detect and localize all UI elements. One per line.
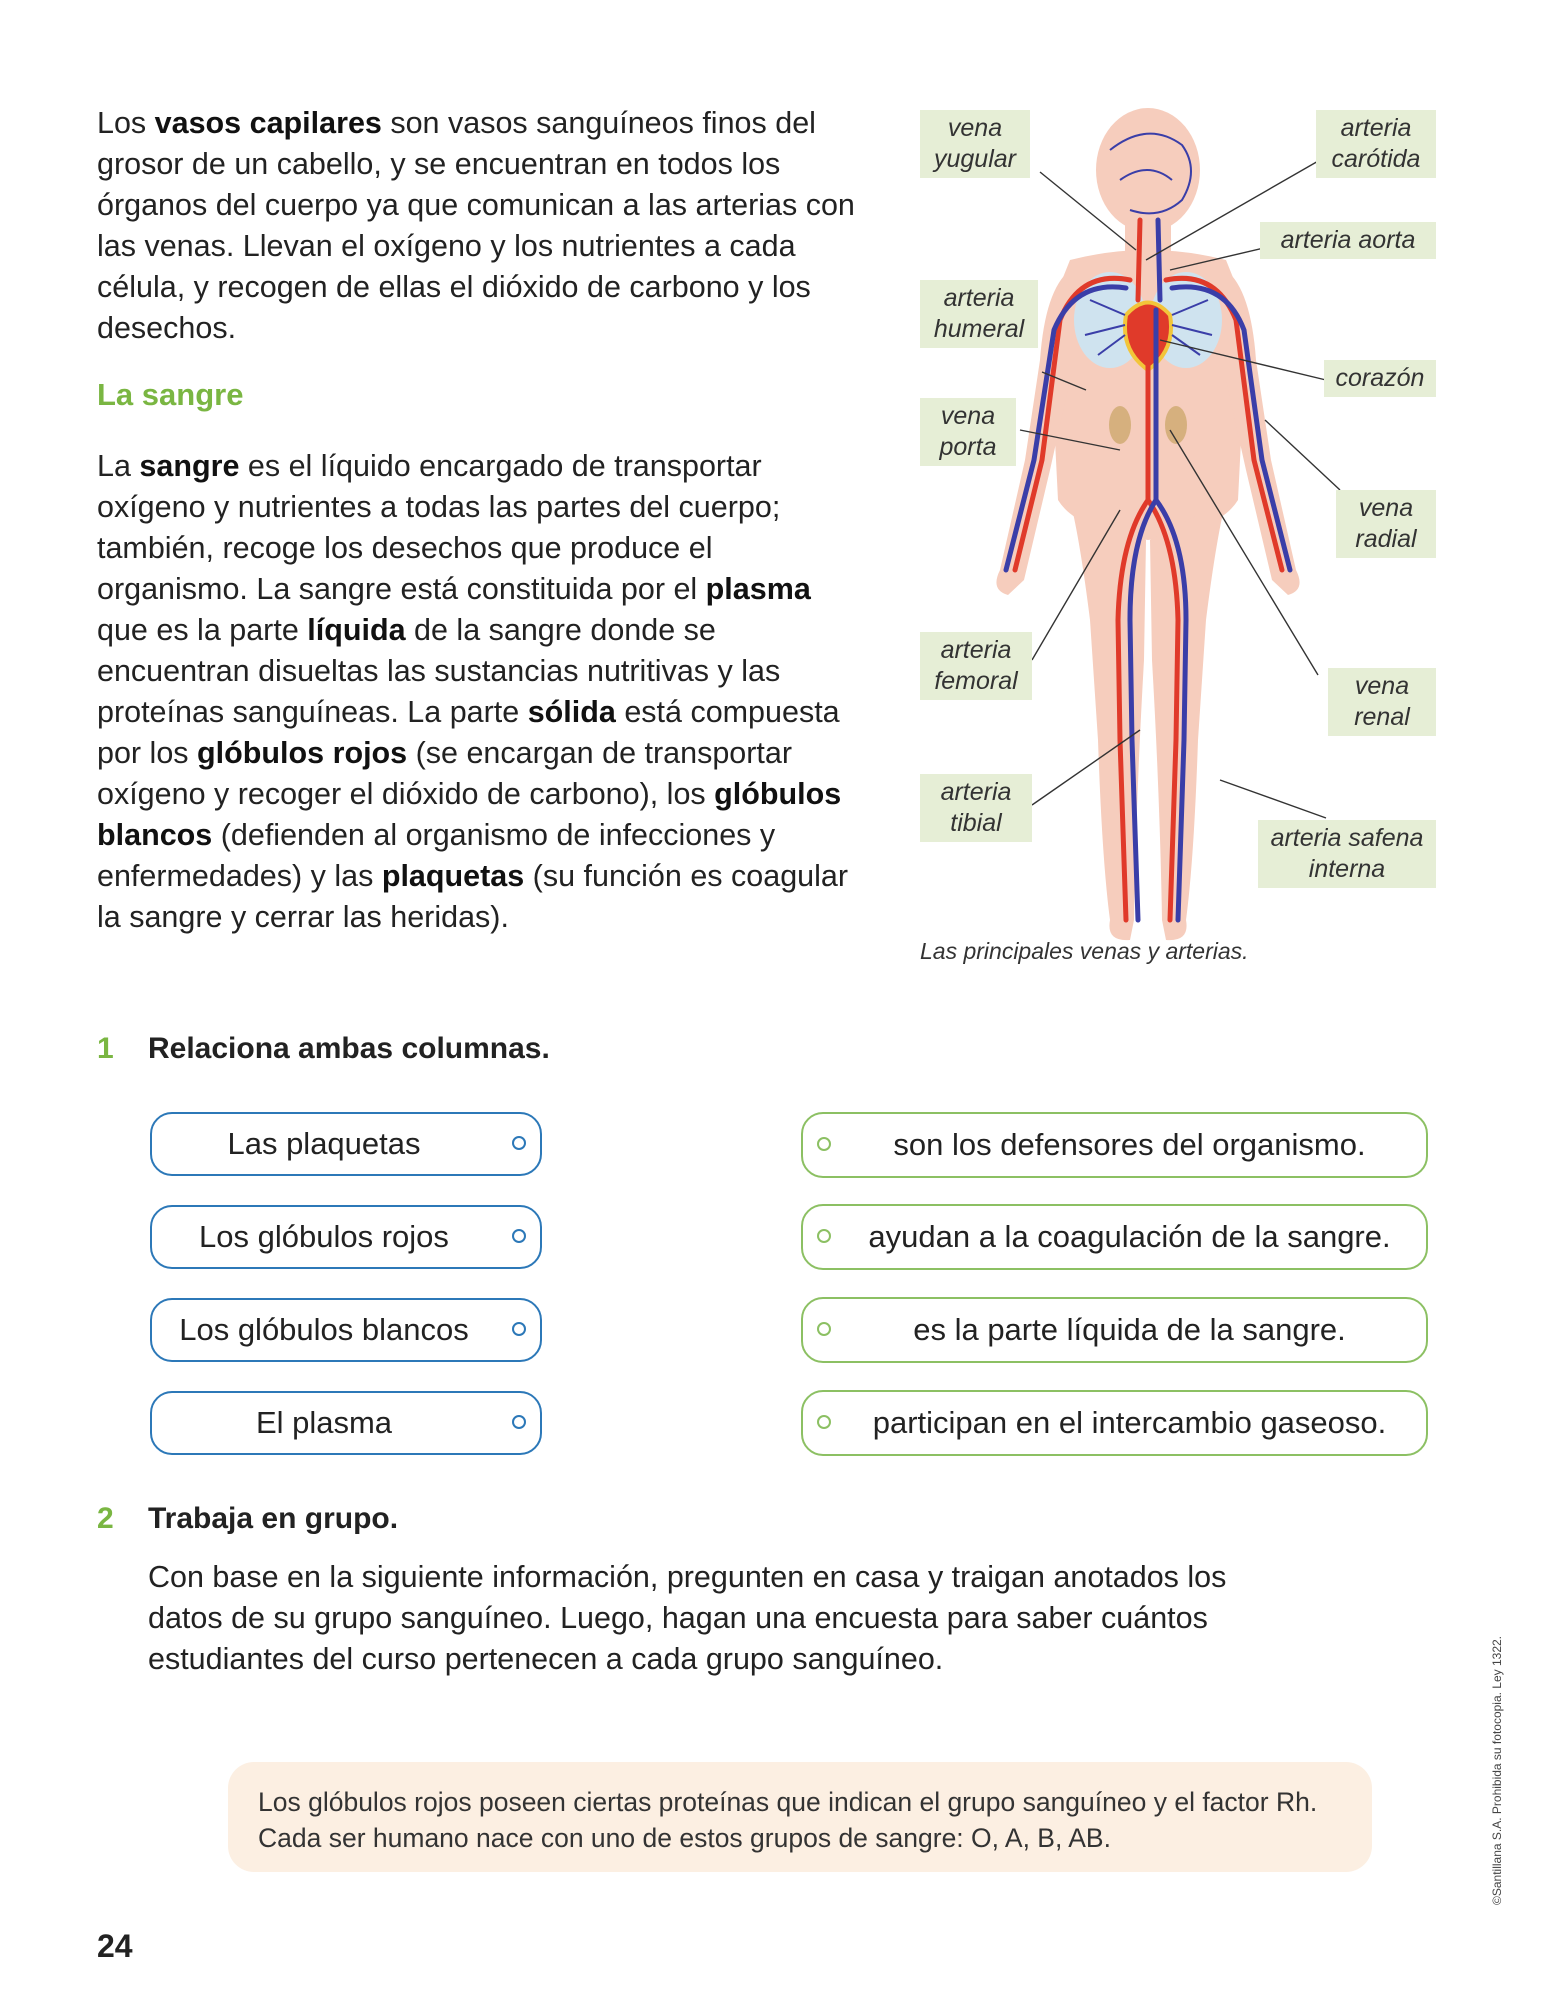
sangre-bold-term: sangre <box>139 449 240 483</box>
match-dot[interactable] <box>817 1322 831 1336</box>
section-title: La sangre <box>97 377 244 412</box>
sangre-bold-term: plaquetas <box>381 859 525 893</box>
page-number: 24 <box>97 1928 133 1964</box>
exercise-2-title: Trabaja en grupo. <box>148 1502 399 1535</box>
match-dot[interactable] <box>512 1136 526 1150</box>
sangre-text: (se encargan de transportar oxígeno y recoger el dióxido de carbono), los <box>97 736 792 811</box>
right-item-label: son los defensores del organismo. <box>893 1127 1366 1162</box>
figure-caption: Las principales venas y arterias. <box>920 938 1249 964</box>
sangre-text: (defienden al organismo de infecciones y enfermedades) y las <box>97 818 776 893</box>
label-vena-renal: vena renal <box>1328 668 1436 736</box>
circulatory-figure <box>920 100 1440 980</box>
sangre-text: está compuesta por los <box>97 695 840 770</box>
sangre-bold-term: líquida <box>307 613 406 647</box>
sangre-text: de la sangre donde se encuentran disueltas las sustancias nutritivas y las proteínas sanguíneas. La parte <box>97 613 781 729</box>
exercise-1-title: Relaciona ambas columnas. <box>148 1032 550 1065</box>
sangre-bold-term: glóbulos blancos <box>97 777 842 852</box>
intro-paragraph <box>97 103 857 349</box>
intro-bold-term: vasos capilares <box>154 106 382 140</box>
blood-group-info-box: Los glóbulos rojos poseen ciertas proteínas que indican el grupo sanguíneo y el factor Rh. Cada ser humano nace con uno de estos grupos de sangre: O, A, B, AB. <box>228 1762 1372 1872</box>
sangre-text: que es la parte <box>97 613 308 647</box>
sangre-paragraph <box>97 446 867 938</box>
intro-text-1: Los <box>97 106 155 140</box>
label-arteria-carotida: arteria carótida <box>1316 110 1436 178</box>
label-arteria-humeral: arteria humeral <box>920 280 1038 348</box>
left-item-label: Las plaquetas <box>227 1126 421 1161</box>
right-item-coagulacion[interactable] <box>801 1204 1428 1270</box>
right-item-intercambio[interactable] <box>801 1390 1428 1456</box>
match-dot[interactable] <box>817 1415 831 1429</box>
sangre-text: La <box>97 449 140 483</box>
label-arteria-aorta: arteria aorta <box>1260 222 1436 259</box>
sangre-bold-term: plasma <box>705 572 811 606</box>
label-arteria-femoral: arteria femoral <box>920 632 1032 700</box>
left-item-label: El plasma <box>255 1405 393 1440</box>
match-dot[interactable] <box>512 1229 526 1243</box>
right-item-parte-liquida[interactable] <box>801 1297 1428 1363</box>
left-item-globulos-blancos[interactable] <box>150 1298 542 1362</box>
match-dot[interactable] <box>817 1229 831 1243</box>
exercise-2-number: 2 <box>97 1502 114 1535</box>
match-dot[interactable] <box>512 1415 526 1429</box>
left-item-plasma[interactable] <box>150 1391 542 1455</box>
left-item-globulos-rojos[interactable] <box>150 1205 542 1269</box>
right-item-label: ayudan a la coagulación de la sangre. <box>868 1219 1391 1254</box>
match-dot[interactable] <box>817 1137 831 1151</box>
sangre-bold-term: glóbulos rojos <box>197 736 408 770</box>
sangre-text: (su función es coagular la sangre y cerrar las heridas). <box>97 859 849 934</box>
left-item-label: Los glóbulos blancos <box>179 1312 469 1347</box>
left-item-plaquetas[interactable] <box>150 1112 542 1176</box>
label-vena-radial: vena radial <box>1336 490 1436 558</box>
right-item-label: participan en el intercambio gaseoso. <box>872 1405 1387 1440</box>
exercise-2-body: Con base en la siguiente información, pregunten en casa y traigan anotados los datos de su grupo sanguíneo. Luego, hagan una encuesta para saber cuántos estudiantes del curso pertenecen a cada grupo sanguíneo. <box>148 1560 1227 1676</box>
right-item-label: es la parte líquida de la sangre. <box>913 1312 1346 1347</box>
sangre-bold-term: sólida <box>527 695 616 729</box>
label-corazon: corazón <box>1324 360 1436 397</box>
copyright-note: ©Santillana S.A. Prohibida su fotocopia. Ley 1322. <box>1490 1635 1504 1905</box>
exercise-1-number: 1 <box>97 1032 114 1065</box>
match-dot[interactable] <box>512 1322 526 1336</box>
left-item-label: Los glóbulos rojos <box>199 1219 449 1254</box>
label-arteria-safena: arteria safena interna <box>1258 820 1436 888</box>
label-vena-yugular: vena yugular <box>920 110 1030 178</box>
right-item-defensores[interactable] <box>801 1112 1428 1178</box>
label-arteria-tibial: arteria tibial <box>920 774 1032 842</box>
intro-text-2: son vasos sanguíneos finos del grosor de un cabello, y se encuentran en todos los órganos del cuerpo ya que comunican a las arterias con las venas. Llevan el oxígeno y los nutrientes a cada célula, y recogen de ellas el dióxido de carbono y los desechos. <box>97 106 855 345</box>
label-vena-porta: vena porta <box>920 398 1016 466</box>
sangre-text: es el líquido encargado de transportar oxígeno y nutrientes a todas las partes del cuerpo; también, recoge los desechos que produce el organismo. La sangre está constituida por el <box>97 449 781 606</box>
